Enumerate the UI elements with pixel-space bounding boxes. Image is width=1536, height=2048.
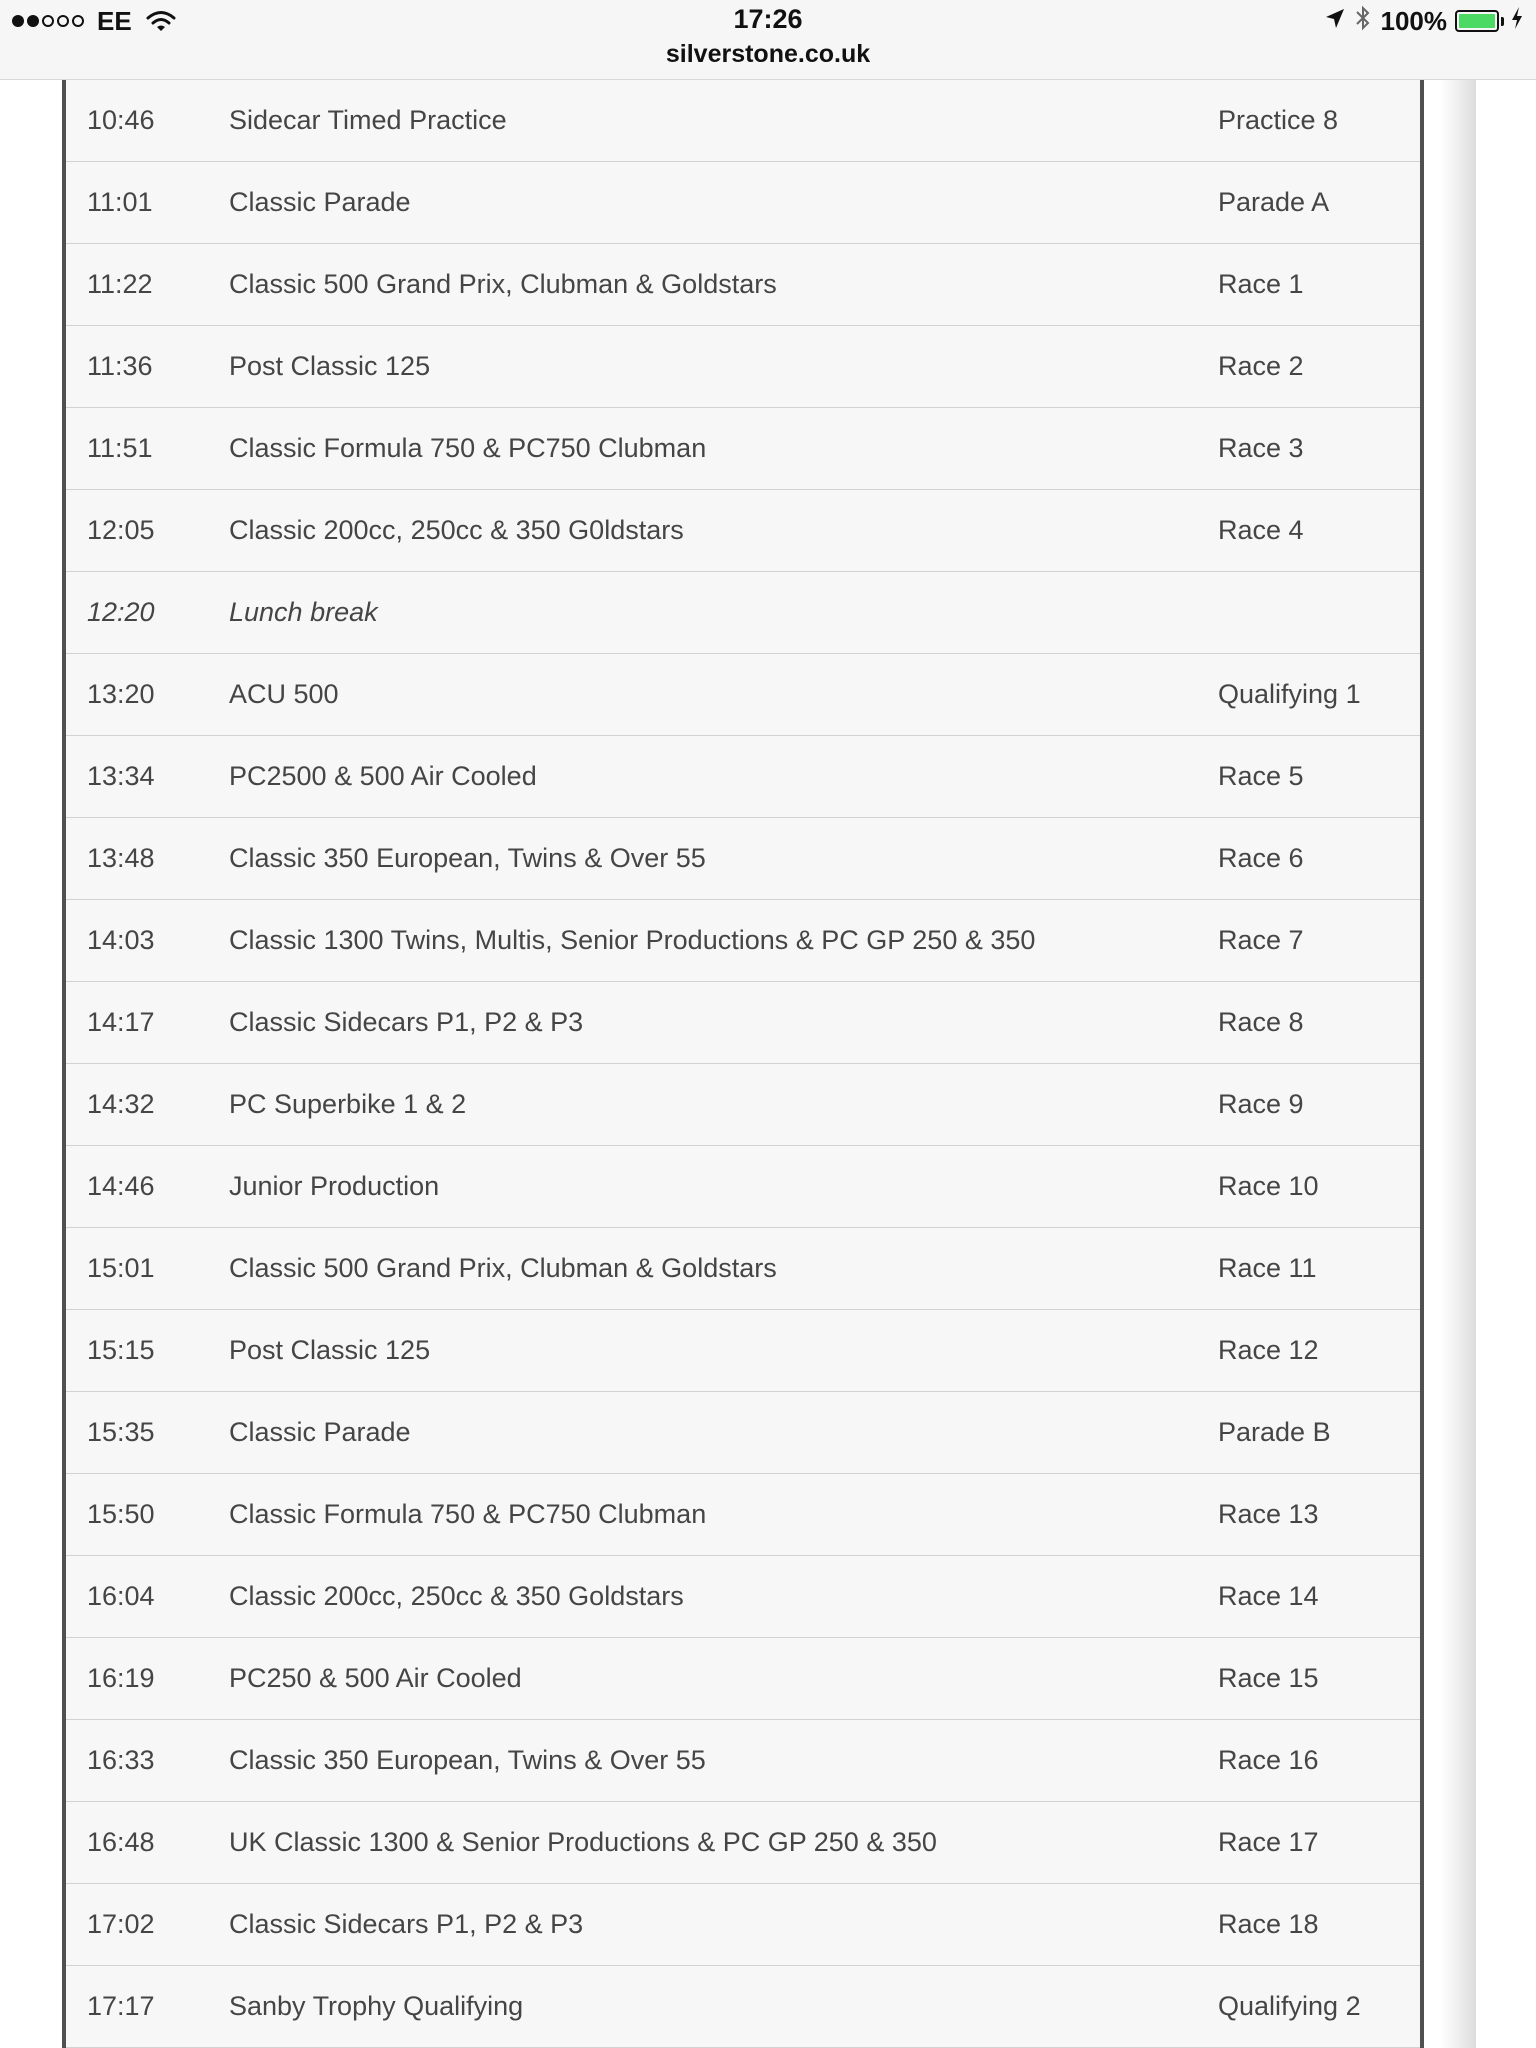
table-row [66, 1802, 1420, 1884]
schedule-event: Classic Parade [229, 187, 411, 217]
schedule-time: 12:05 [87, 515, 155, 545]
schedule-event: Classic Formula 750 & PC750 Clubman [229, 1499, 707, 1529]
schedule-session: Race 4 [1218, 515, 1304, 545]
status-bar [0, 0, 1536, 80]
table-row [66, 654, 1420, 736]
schedule-event: PC250 & 500 Air Cooled [229, 1663, 522, 1693]
page-edge-shadow [1440, 80, 1476, 2048]
schedule-session: Race 11 [1218, 1253, 1317, 1283]
schedule-time: 16:04 [87, 1581, 155, 1611]
schedule-session: Race 10 [1218, 1171, 1319, 1201]
schedule-session: Race 12 [1218, 1335, 1319, 1365]
schedule-session: Practice 8 [1218, 105, 1339, 135]
table-row [66, 736, 1420, 818]
address-bar-url[interactable]: silverstone.co.uk [665, 40, 871, 68]
schedule-event: PC Superbike 1 & 2 [229, 1089, 467, 1119]
table-row [66, 982, 1420, 1064]
schedule-time: 12:20 [87, 597, 155, 627]
schedule-time: 13:20 [87, 679, 155, 709]
schedule-time: 16:48 [87, 1827, 155, 1857]
battery-level [1459, 14, 1495, 28]
schedule-event: Classic Parade [229, 1417, 411, 1447]
schedule-event: Classic Sidecars P1, P2 & P3 [229, 1909, 584, 1939]
battery-icon [1455, 10, 1499, 32]
schedule-event: Classic 350 European, Twins & Over 55 [229, 843, 706, 873]
table-row [66, 900, 1420, 982]
schedule-event: Classic Formula 750 & PC750 Clubman [229, 433, 707, 463]
table-row [66, 1474, 1420, 1556]
schedule-event: Classic 350 European, Twins & Over 55 [229, 1745, 706, 1775]
schedule-time: 16:33 [87, 1745, 155, 1775]
schedule-session: Race 8 [1218, 1007, 1304, 1037]
schedule-session: Race 9 [1218, 1089, 1304, 1119]
schedule-time: 14:03 [87, 925, 155, 955]
schedule-session: Qualifying 1 [1218, 679, 1361, 709]
table-row [66, 1392, 1420, 1474]
schedule-session: Race 2 [1218, 351, 1304, 381]
schedule-session: Race 18 [1218, 1909, 1319, 1939]
schedule-time: 10:46 [87, 105, 155, 135]
schedule-time: 11:51 [87, 433, 153, 463]
table-row [66, 1966, 1420, 2048]
schedule-event: Classic 200cc, 250cc & 350 Goldstars [229, 1581, 684, 1611]
schedule-time: 14:17 [87, 1007, 155, 1037]
schedule-event: Classic 1300 Twins, Multis, Senior Productions & PC GP 250 & 350 [229, 925, 1036, 955]
schedule-time: 13:48 [87, 843, 155, 873]
schedule-time: 14:32 [87, 1089, 155, 1119]
schedule-session: Parade A [1218, 187, 1330, 217]
schedule-time: 16:19 [87, 1663, 155, 1693]
table-row [66, 1638, 1420, 1720]
schedule-time: 15:50 [87, 1499, 155, 1529]
charging-bolt-icon [1510, 6, 1524, 37]
schedule-session: Race 14 [1218, 1581, 1319, 1611]
schedule-event: PC2500 & 500 Air Cooled [229, 761, 537, 791]
schedule-time: 17:17 [87, 1991, 155, 2021]
schedule-event: Sidecar Timed Practice [229, 105, 507, 135]
table-row [66, 818, 1420, 900]
schedule-event: Sanby Trophy Qualifying [229, 1991, 524, 2021]
schedule-time: 14:46 [87, 1171, 155, 1201]
status-time: 17:26 [733, 4, 803, 34]
schedule-time: 11:22 [87, 269, 153, 299]
schedule-time: 13:34 [87, 761, 155, 791]
schedule-event: Classic 500 Grand Prix, Clubman & Goldstars [229, 269, 777, 299]
schedule-session: Race 1 [1218, 269, 1304, 299]
schedule-event: ACU 500 [229, 679, 339, 709]
schedule-event: Lunch break [229, 597, 378, 627]
table-row [66, 244, 1420, 326]
bluetooth-icon [1355, 5, 1371, 38]
table-row [66, 408, 1420, 490]
schedule-event: UK Classic 1300 & Senior Productions & PC GP 250 & 350 [229, 1827, 937, 1857]
table-row [66, 1146, 1420, 1228]
schedule-event: Post Classic 125 [229, 351, 431, 381]
schedule-session: Race 6 [1218, 843, 1304, 873]
table-row [66, 1064, 1420, 1146]
schedule-session: Race 17 [1218, 1827, 1319, 1857]
status-right [1325, 6, 1525, 36]
battery-percentage: 100% [1380, 5, 1447, 36]
table-row [66, 80, 1420, 162]
schedule-event: Classic 200cc, 250cc & 350 G0ldstars [229, 515, 684, 545]
schedule-session: Race 5 [1218, 761, 1304, 791]
table-row [66, 1228, 1420, 1310]
schedule-event: Post Classic 125 [229, 1335, 431, 1365]
table-row [66, 1310, 1420, 1392]
carrier-name: EE [97, 5, 132, 36]
table-row [66, 1884, 1420, 1966]
table-row [66, 572, 1420, 654]
table-row [66, 162, 1420, 244]
schedule-session: Race 16 [1218, 1745, 1319, 1775]
schedule-session: Race 7 [1218, 925, 1304, 955]
battery-tip [1501, 17, 1504, 26]
location-arrow-icon [1325, 6, 1345, 37]
schedule-session: Race 3 [1218, 433, 1304, 463]
schedule-session: Race 13 [1218, 1499, 1319, 1529]
table-row [66, 1556, 1420, 1638]
table-row [66, 490, 1420, 572]
schedule-time: 11:36 [87, 351, 153, 381]
schedule-event: Classic Sidecars P1, P2 & P3 [229, 1007, 584, 1037]
schedule-time: 15:15 [87, 1335, 155, 1365]
schedule-time: 17:02 [87, 1909, 155, 1939]
schedule-event: Junior Production [229, 1171, 440, 1201]
schedule-session: Qualifying 2 [1218, 1991, 1361, 2021]
schedule-session: Parade B [1218, 1417, 1331, 1447]
web-page-content[interactable] [0, 80, 1536, 2048]
schedule-time: 15:01 [87, 1253, 155, 1283]
schedule-time: 15:35 [87, 1417, 155, 1447]
table-row [66, 326, 1420, 408]
schedule-session: Race 15 [1218, 1663, 1319, 1693]
schedule-event: Classic 500 Grand Prix, Clubman & Goldstars [229, 1253, 777, 1283]
schedule-table [62, 80, 1424, 2048]
table-row [66, 1720, 1420, 1802]
schedule-time: 11:01 [87, 187, 153, 217]
